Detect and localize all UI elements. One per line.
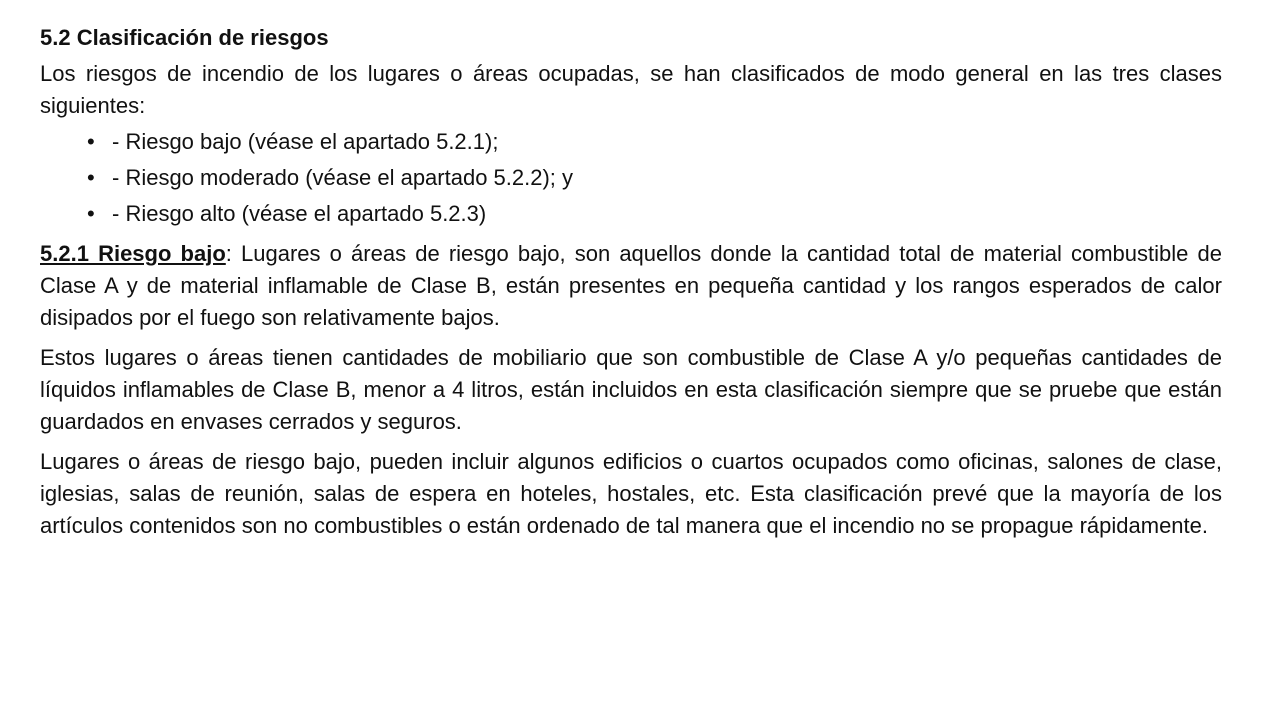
- list-item-text: - Riesgo moderado (véase el apartado 5.2.2); y: [112, 165, 574, 190]
- list-item-text: - Riesgo bajo (véase el apartado 5.2.1);: [112, 129, 499, 154]
- list-item-text: - Riesgo alto (véase el apartado 5.2.3): [112, 201, 487, 226]
- risk-class-list: [40, 126, 1222, 230]
- bullet-icon: •: [87, 165, 95, 190]
- low-risk-examples-paragraph: Lugares o áreas de riesgo bajo, pueden incluir algunos edificios o cuartos ocupados como oficinas, salones de clase, iglesias, salas de reunión, salas de espera en hoteles, hostales, etc. Esta clasificación prevé que la mayoría de los artículos contenidos son no combustibles o están ordenado de tal manera que el incendio no se propague rápidamente.: [40, 449, 1222, 538]
- subsection-label: 5.2.1 Riesgo bajo: [40, 241, 226, 266]
- subsection-label-colon: :: [225, 241, 232, 266]
- list-item: [87, 126, 1222, 158]
- list-item: [87, 162, 1222, 194]
- bullet-icon: •: [87, 201, 95, 226]
- intro-paragraph: Los riesgos de incendio de los lugares o áreas ocupadas, se han clasificados de modo general en las tres clases siguientes:: [40, 61, 1222, 118]
- low-risk-contents-paragraph: Estos lugares o áreas tienen cantidades de mobiliario que son combustible de Clase A y/o pequeñas cantidades de líquidos inflamables de Clase B, menor a 4 litros, están incluidos en esta clasificación siempre que se pruebe que están guardados en envases cerrados y seguros.: [40, 345, 1222, 434]
- low-risk-definition-text: Lugares o áreas de riesgo bajo, son aquellos donde la cantidad total de material combustible de Clase A y de material inflamable de Clase B, están presentes en pequeña cantidad y los rangos esperados de calor disipados por el fuego son relativamente bajos.: [40, 241, 1222, 330]
- list-item: [87, 198, 1222, 230]
- bullet-icon: •: [87, 129, 95, 154]
- low-risk-definition-paragraph: [40, 238, 1222, 334]
- section-title: 5.2 Clasificación de riesgos: [40, 25, 329, 50]
